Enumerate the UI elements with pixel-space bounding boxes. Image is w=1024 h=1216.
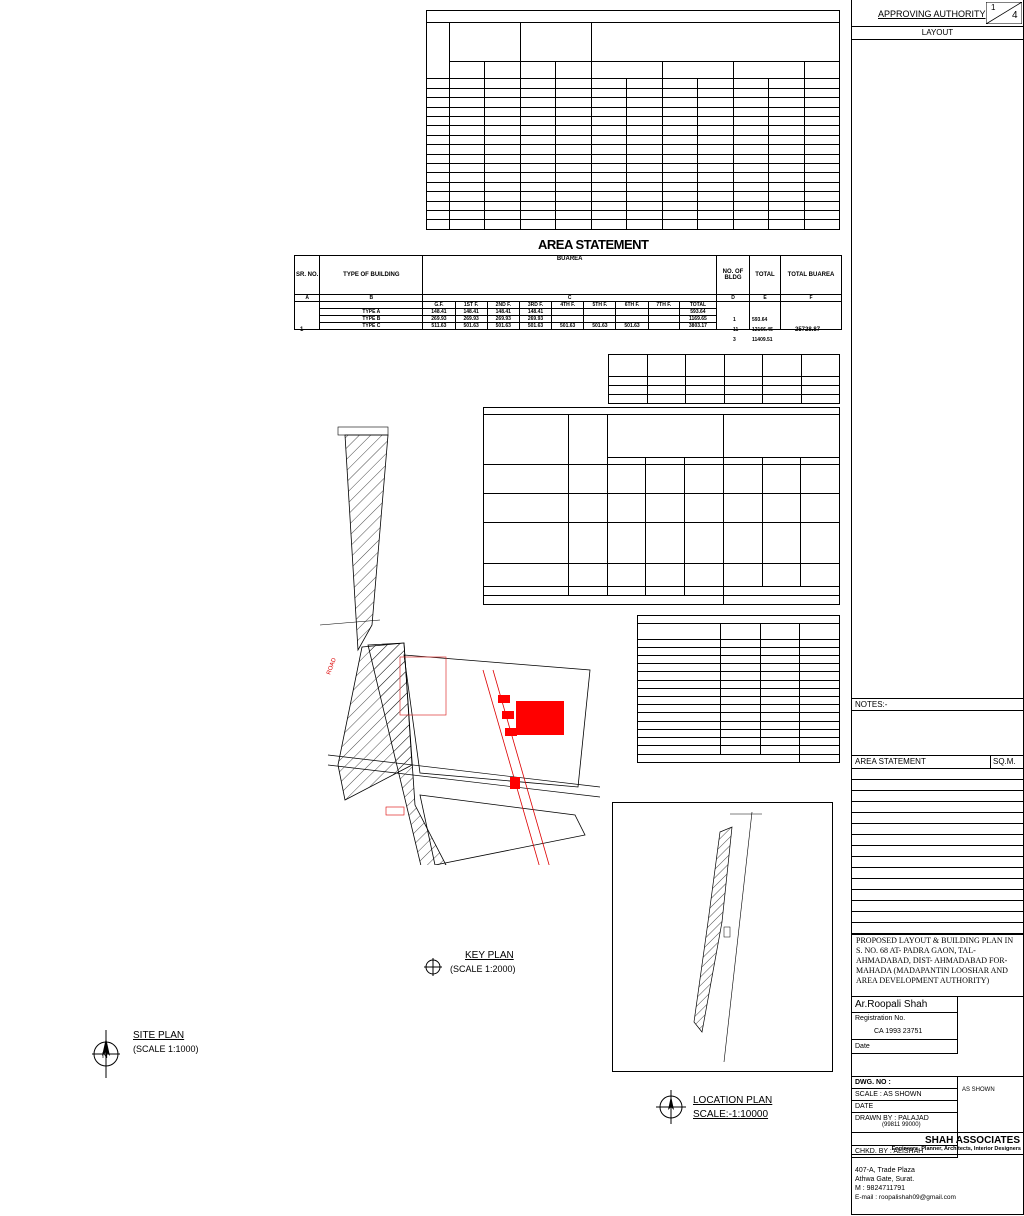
- notes-section: [852, 698, 1023, 935]
- location-plan-drawing: [612, 802, 831, 1070]
- floor: TOTAL: [679, 302, 716, 309]
- cell: 148.41: [423, 309, 455, 316]
- cell: 501.63: [616, 323, 648, 330]
- type-label: TYPE A: [320, 309, 423, 316]
- col-sr: SR. NO.: [295, 256, 320, 295]
- area-statement-title: AREA STATEMENT: [852, 756, 991, 768]
- registration-label: Registration No.: [855, 1015, 906, 1022]
- area-unit: SQ.M.: [993, 757, 1016, 766]
- floor: 7TH F.: [648, 302, 679, 309]
- sheet-no: 1: [991, 3, 996, 12]
- firm-address: [855, 1166, 956, 1202]
- mobile: M : 9824711791: [855, 1185, 906, 1192]
- letter: E: [750, 295, 781, 302]
- architect-section: [852, 996, 1023, 1054]
- cell: [648, 316, 679, 323]
- key-plan-scale: (SCALE 1:2000): [450, 964, 516, 974]
- floor: 4TH F.: [552, 302, 584, 309]
- cell: 501.63: [487, 323, 519, 330]
- cell: [648, 323, 679, 330]
- cell: 269.93: [455, 316, 487, 323]
- registration-no: CA 1993 23751: [852, 1024, 957, 1040]
- scale-value: AS SHOWN: [962, 1087, 995, 1093]
- svg-text:N: N: [102, 1051, 108, 1060]
- cell: 148.41: [455, 309, 487, 316]
- floor: 6TH F.: [616, 302, 648, 309]
- date-label: Date: [852, 1040, 957, 1054]
- row-sr: 1: [300, 327, 304, 333]
- firm-section: [852, 1132, 1023, 1155]
- cell: 501.63: [584, 323, 616, 330]
- date2-label: DATE: [852, 1101, 957, 1113]
- location-plan-label: LOCATION PLAN: [693, 1095, 773, 1106]
- location-plan-scale: SCALE:-1:10000: [693, 1109, 769, 1120]
- address-line1: 407-A, Trade Plaza: [855, 1167, 915, 1174]
- area-statement-heading: AREA STATEMENT: [538, 237, 649, 252]
- firm-sub: Engineers, Planner, Architects, Interior Designers: [852, 1146, 1023, 1155]
- key-plan-label: KEY PLAN: [465, 950, 514, 961]
- cell: [648, 309, 679, 316]
- cell: [616, 309, 648, 316]
- col-total: TOTAL: [750, 256, 781, 295]
- row-total: 11409.51: [752, 337, 773, 343]
- svg-text:ROAD: ROAD: [326, 657, 338, 676]
- site-plan-label: SITE PLAN: [133, 1030, 185, 1041]
- letter: B: [320, 295, 423, 302]
- letter: D: [717, 295, 750, 302]
- cell: [584, 316, 616, 323]
- north-arrow-icon: [424, 958, 442, 976]
- cell: [584, 309, 616, 316]
- margin-table: [426, 10, 840, 230]
- scale-label: SCALE : AS SHOWN: [852, 1089, 957, 1101]
- cell: 501.63: [552, 323, 584, 330]
- sheet-type: LAYOUT: [852, 27, 1023, 40]
- floor: 2ND F.: [487, 302, 519, 309]
- cell: 148.41: [519, 309, 551, 316]
- site-plan-drawing: [300, 415, 640, 865]
- cell: 269.93: [519, 316, 551, 323]
- drawn-by: DRAWN BY : PALAJAD: [855, 1115, 929, 1122]
- row-nos: 11: [733, 327, 739, 333]
- dwg-no-label: DWG. NO :: [852, 1077, 957, 1089]
- project-description: PROPOSED LAYOUT & BUILDING PLAN IN S. NO. 68 AT- PADRA GAON, TAL-AHMADABAD, DIST- AHMADABAD FOR- MAHADA (MADAPANTIN LOOSHAR AND AREA DEVELOPMENT AUTHORITY): [856, 936, 1014, 985]
- north-arrow-icon: [90, 1030, 122, 1078]
- sheet-total: 4: [1012, 10, 1018, 21]
- total-bu: 25728.87: [795, 327, 821, 333]
- checked-by: CHKD. BY : ALISHAH: [852, 1145, 958, 1158]
- letter: F: [781, 295, 842, 302]
- cell: 501.63: [519, 323, 551, 330]
- col-total-bu: TOTAL BUAREA: [781, 256, 842, 295]
- row-nos: 3: [733, 337, 736, 343]
- address-line2: Athwa Gate, Surat.: [855, 1176, 915, 1183]
- type-label: TYPE C: [320, 323, 423, 330]
- col-type: TYPE OF BUILDING: [320, 256, 423, 295]
- col-nos: NO. OF BLDG: [717, 256, 750, 295]
- email: E-mail : roopalishah09@gmail.com: [855, 1194, 956, 1201]
- cell: 1169.65: [679, 316, 716, 323]
- row-nos: 1: [733, 317, 736, 323]
- cell: [552, 309, 584, 316]
- north-arrow-icon: [656, 1090, 686, 1124]
- cell: 269.93: [423, 316, 455, 323]
- architect-name: Ar.Roopali Shah: [852, 997, 957, 1013]
- floor: 5TH F.: [584, 302, 616, 309]
- cell: [616, 316, 648, 323]
- site-plan-scale: (SCALE 1:1000): [133, 1044, 199, 1054]
- cell: 3803.17: [679, 323, 716, 330]
- small-table: [608, 354, 840, 404]
- cell: 593.64: [679, 309, 716, 316]
- cell: 148.41: [487, 309, 519, 316]
- floor: 3RD F.: [519, 302, 551, 309]
- row-total: 593.64: [752, 317, 768, 323]
- floor: 1ST F.: [455, 302, 487, 309]
- approving-authority: APPROVING AUTHORITY: [878, 9, 986, 19]
- drawn-no: (99811 99000): [882, 1122, 921, 1128]
- letter: C: [423, 295, 717, 302]
- firm-name: SHAH ASSOCIATES: [924, 1135, 1020, 1146]
- cell: 269.93: [487, 316, 519, 323]
- cell: 501.63: [455, 323, 487, 330]
- floor: G.F.: [423, 302, 455, 309]
- row-total: 12166.45: [752, 327, 773, 333]
- cell: [552, 316, 584, 323]
- notes-title: NOTES:-: [852, 699, 1023, 711]
- title-block: [851, 0, 1024, 1215]
- col-bu: BUAREA: [423, 256, 717, 295]
- letter: A: [295, 295, 320, 302]
- type-label: TYPE B: [320, 316, 423, 323]
- open-parking-table: [637, 615, 840, 763]
- cell: 511.63: [423, 323, 455, 330]
